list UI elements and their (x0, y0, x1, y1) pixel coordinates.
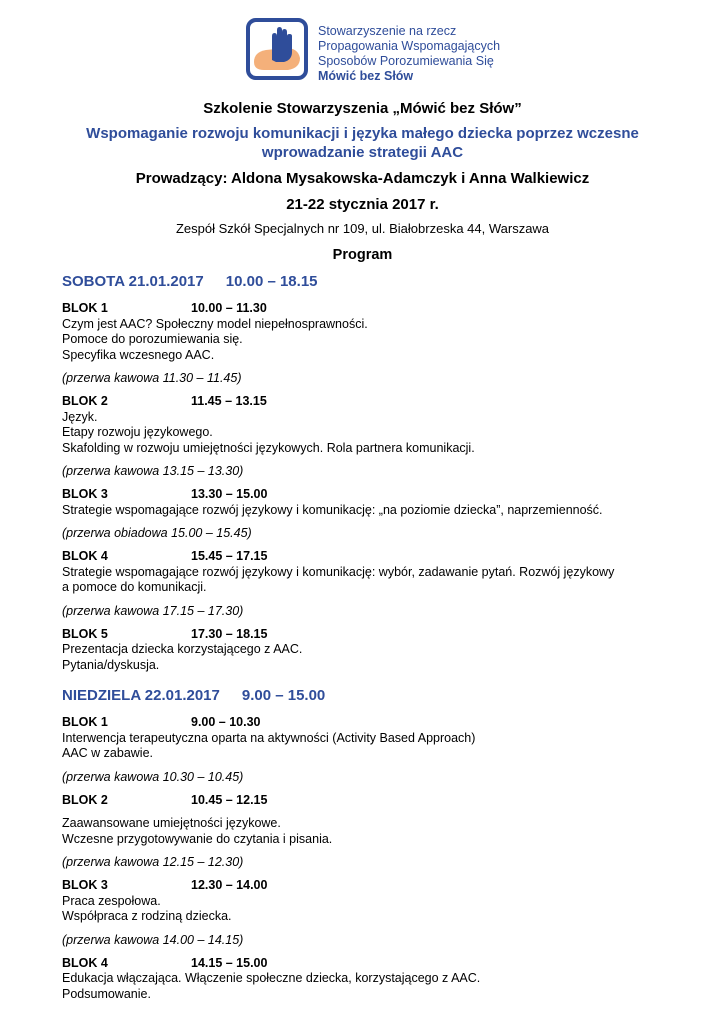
logo-line-3: Sposobów Porozumiewania Się (318, 54, 494, 68)
block-name: BLOK 2 (62, 792, 108, 807)
block-header (62, 793, 672, 809)
break-note: (przerwa kawowa 14.00 – 14.15) (62, 932, 244, 947)
event-date: 21-22 stycznia 2017 r. (286, 196, 439, 213)
block-description-line: Wczesne przygotowywanie do czytania i pisania. (62, 831, 333, 846)
block-description-line: Zaawansowane umiejętności językowe. (62, 816, 281, 830)
block-name: BLOK 5 (62, 626, 108, 641)
venue: Zespół Szkół Specjalnych nr 109, ul. Białobrzeska 44, Warszawa (175, 221, 550, 236)
block-description-line: Współpraca z rodziną dziecka. (62, 909, 232, 923)
break-note: (przerwa kawowa 17.15 – 17.30) (62, 603, 244, 618)
program-block (62, 956, 672, 1003)
subtitle-line-2: wprowadzanie strategii AAC (261, 144, 464, 161)
break-note: (przerwa kawowa 12.15 – 12.30) (62, 855, 244, 869)
block-description-line: Podsumowanie. (62, 986, 151, 1001)
day-label: NIEDZIELA 22.01.2017 (62, 687, 220, 704)
block-header (62, 487, 672, 503)
block-header (62, 956, 672, 972)
program-schedule (62, 273, 672, 1010)
block-name: BLOK 3 (62, 878, 108, 892)
block-time: 14.15 – 15.00 (191, 955, 268, 970)
logo-line-2: Propagowania Wspomagających (318, 39, 501, 53)
block-time: 15.45 – 17.15 (191, 549, 268, 563)
document-title: Szkolenie Stowarzyszenia „Mówić bez Słów” (203, 100, 522, 117)
block-description-line: Czym jest AAC? Społeczny model niepełnosprawności. (62, 316, 368, 331)
block-description-line: Skafolding w rozwoju umiejętności językowych. Rola partnera komunikacji. (62, 440, 475, 455)
association-logo (246, 18, 516, 88)
break-note: (przerwa kawowa 13.15 – 13.30) (62, 464, 244, 478)
logo-text (318, 24, 500, 84)
day-heading (62, 687, 672, 707)
block-name: BLOK 1 (62, 715, 108, 729)
block-time: 12.30 – 14.00 (191, 878, 268, 892)
break-note: (przerwa obiadowa 15.00 – 15.45) (62, 526, 252, 540)
presenters: Prowadzący: Aldona Mysakowska-Adamczyk i Anna Walkiewicz (135, 170, 590, 187)
block-description-line: Pytania/dyskusja. (62, 657, 160, 672)
block-description-line (62, 808, 672, 816)
block-description-line: Strategie wspomagające rozwój językowy i komunikację: „na poziomie dziecka”, naprzemienność. (62, 502, 603, 517)
program-block (62, 793, 672, 848)
day-time: 10.00 – 18.15 (225, 273, 318, 290)
document-subtitle (0, 124, 725, 162)
day-heading (62, 273, 672, 293)
block-header (62, 715, 672, 731)
block-description-line: Etapy rozwoju językowego. (62, 425, 213, 439)
block-description-line: Strategie wspomagające rozwój językowy i komunikację: wybór, zadawanie pytań. Rozwój językowy (62, 564, 615, 579)
program-heading: Program (332, 247, 393, 263)
block-name: BLOK 4 (62, 549, 108, 563)
day-time: 9.00 – 15.00 (241, 687, 326, 704)
block-description-line: Interwencja terapeutyczna oparta na aktywności (Activity Based Approach) (62, 730, 476, 745)
block-description-line: a pomoce do komunikacji. (62, 580, 207, 594)
block-time: 10.00 – 11.30 (191, 301, 267, 315)
break-note: (przerwa kawowa 11.30 – 11.45) (62, 371, 242, 385)
block-time: 10.45 – 12.15 (191, 792, 268, 807)
block-description-line: AAC w zabawie. (62, 746, 154, 760)
subtitle-line-1: Wspomaganie rozwoju komunikacji i języka małego dziecka poprzez wczesne (86, 125, 639, 142)
block-description-line: Praca zespołowa. (62, 893, 161, 908)
block-description-line: Pomoce do porozumiewania się. (62, 332, 243, 346)
program-block (62, 549, 672, 596)
block-description-line: Edukacja włączająca. Włączenie społeczne dziecka, korzystającego z AAC. (62, 971, 481, 985)
program-block (62, 715, 672, 762)
block-header (62, 627, 672, 643)
program-block (62, 878, 672, 925)
block-time: 9.00 – 10.30 (191, 715, 261, 729)
block-time: 13.30 – 15.00 (191, 487, 268, 501)
block-description-line: Prezentacja dziecka korzystającego z AAC. (62, 642, 303, 656)
block-name: BLOK 1 (62, 301, 108, 315)
block-name: BLOK 4 (62, 955, 108, 970)
program-block (62, 487, 672, 518)
block-header (62, 549, 672, 565)
block-time: 17.30 – 18.15 (191, 626, 268, 641)
program-block (62, 627, 672, 674)
block-description-line: Język. (62, 409, 98, 424)
block-header (62, 878, 672, 894)
block-time: 11.45 – 13.15 (191, 394, 267, 408)
logo-line-4: Mówić bez Słów (318, 69, 414, 83)
logo-line-1: Stowarzyszenie na rzecz (318, 24, 457, 38)
block-header (62, 394, 672, 410)
hand-logo-icon (246, 18, 308, 80)
block-name: BLOK 3 (62, 487, 108, 501)
block-header (62, 301, 672, 317)
day-label: SOBOTA 21.01.2017 (62, 273, 204, 290)
block-name: BLOK 2 (62, 394, 108, 408)
break-note: (przerwa kawowa 10.30 – 10.45) (62, 769, 244, 784)
program-block (62, 301, 672, 363)
program-block (62, 394, 672, 456)
block-description-line: Specyfika wczesnego AAC. (62, 347, 215, 362)
